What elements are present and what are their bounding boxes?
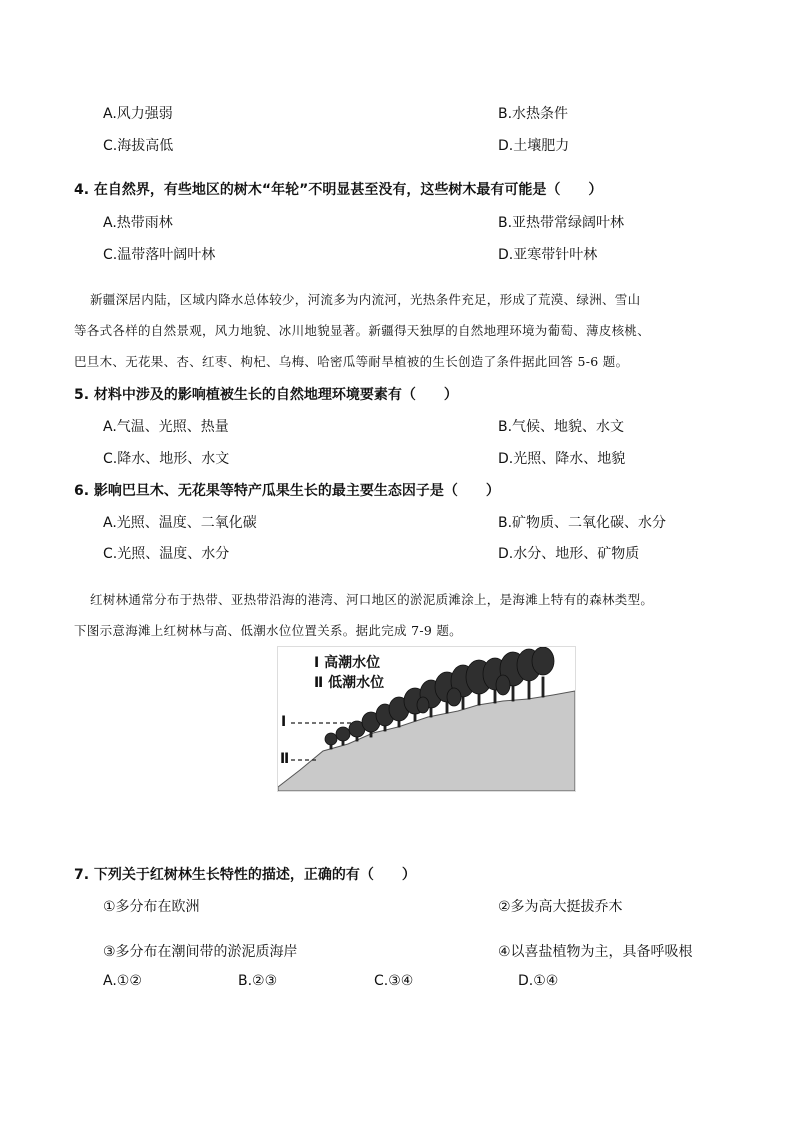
q4-option-c: C.温带落叶阔叶林 [103,247,216,263]
material2-line2: 下图示意海滩上红树林与高、低潮水位位置关系。据此完成 7-9 题。 [74,623,462,638]
q6-option-c: C.光照、温度、水分 [103,546,230,562]
legend-high-tide: Ⅰ 高潮水位 [314,655,381,671]
mangrove-tide-figure [277,646,576,792]
q3-option-d: D.土壤肥力 [498,138,570,154]
q5-option-d: D.光照、降水、地貌 [498,451,626,467]
q4-option-a: A.热带雨林 [103,215,173,231]
q7-option-d: D.①④ [518,973,559,989]
q5-option-a: A.气温、光照、热量 [103,419,229,435]
mark-high-tide: Ⅰ [281,714,287,730]
q7-option-c: C.③④ [374,973,414,989]
q7-statement-3: ③多分布在潮间带的淤泥质海岸 [103,944,298,960]
q7-option-b: B.②③ [238,973,278,989]
q3-option-c: C.海拔高低 [103,138,174,154]
q5-option-c: C.降水、地形、水文 [103,451,230,467]
mark-low-tide: Ⅱ [280,751,290,767]
q3-option-b: B.水热条件 [498,106,569,122]
q6-option-a: A.光照、温度、二氧化碳 [103,515,257,531]
legend-low-tide: Ⅱ 低潮水位 [314,675,385,691]
q4-stem: 4. 在自然界，有些地区的树木“年轮”不明显甚至没有，这些树木最有可能是（ ） [74,182,603,198]
q4-option-d: D.亚寒带针叶林 [498,247,598,263]
q5-stem: 5. 材料中涉及的影响植被生长的自然地理环境要素有（ ） [74,387,458,403]
q7-statement-1: ①多分布在欧洲 [103,899,200,915]
q7-option-a: A.①② [103,973,142,989]
q7-statement-2: ②多为高大挺拔乔木 [498,899,623,915]
material1-line3: 巴旦木、无花果、杏、红枣、枸杞、乌梅、哈密瓜等耐旱植被的生长创造了条件据此回答 5-6 题。 [74,354,629,369]
q3-option-a: A.风力强弱 [103,106,173,122]
material1-line2: 等各式各样的自然景观，风力地貌、冰川地貌显著。新疆得天独厚的自然地理环境为葡萄、薄皮核桃、 [74,323,651,338]
q6-stem: 6. 影响巴旦木、无花果等特产瓜果生长的最主要生态因子是（ ） [74,483,500,499]
material2-line1: 红树林通常分布于热带、亚热带沿海的港湾、河口地区的淤泥质滩涂上，是海滩上特有的森林类型。 [90,592,654,607]
q5-option-b: B.气候、地貌、水文 [498,419,625,435]
material1-line1: 新疆深居内陆，区域内降水总体较少，河流多为内流河，光热条件充足，形成了荒漠、绿洲、雪山 [90,292,641,307]
q7-statement-4: ④以喜盐植物为主，具备呼吸根 [498,944,693,960]
q4-option-b: B.亚热带常绿阔叶林 [498,215,625,231]
q6-option-d: D.水分、地形、矿物质 [498,546,640,562]
q6-option-b: B.矿物质、二氧化碳、水分 [498,515,667,531]
q7-stem: 7. 下列关于红树林生长特性的描述，正确的有（ ） [74,867,416,883]
